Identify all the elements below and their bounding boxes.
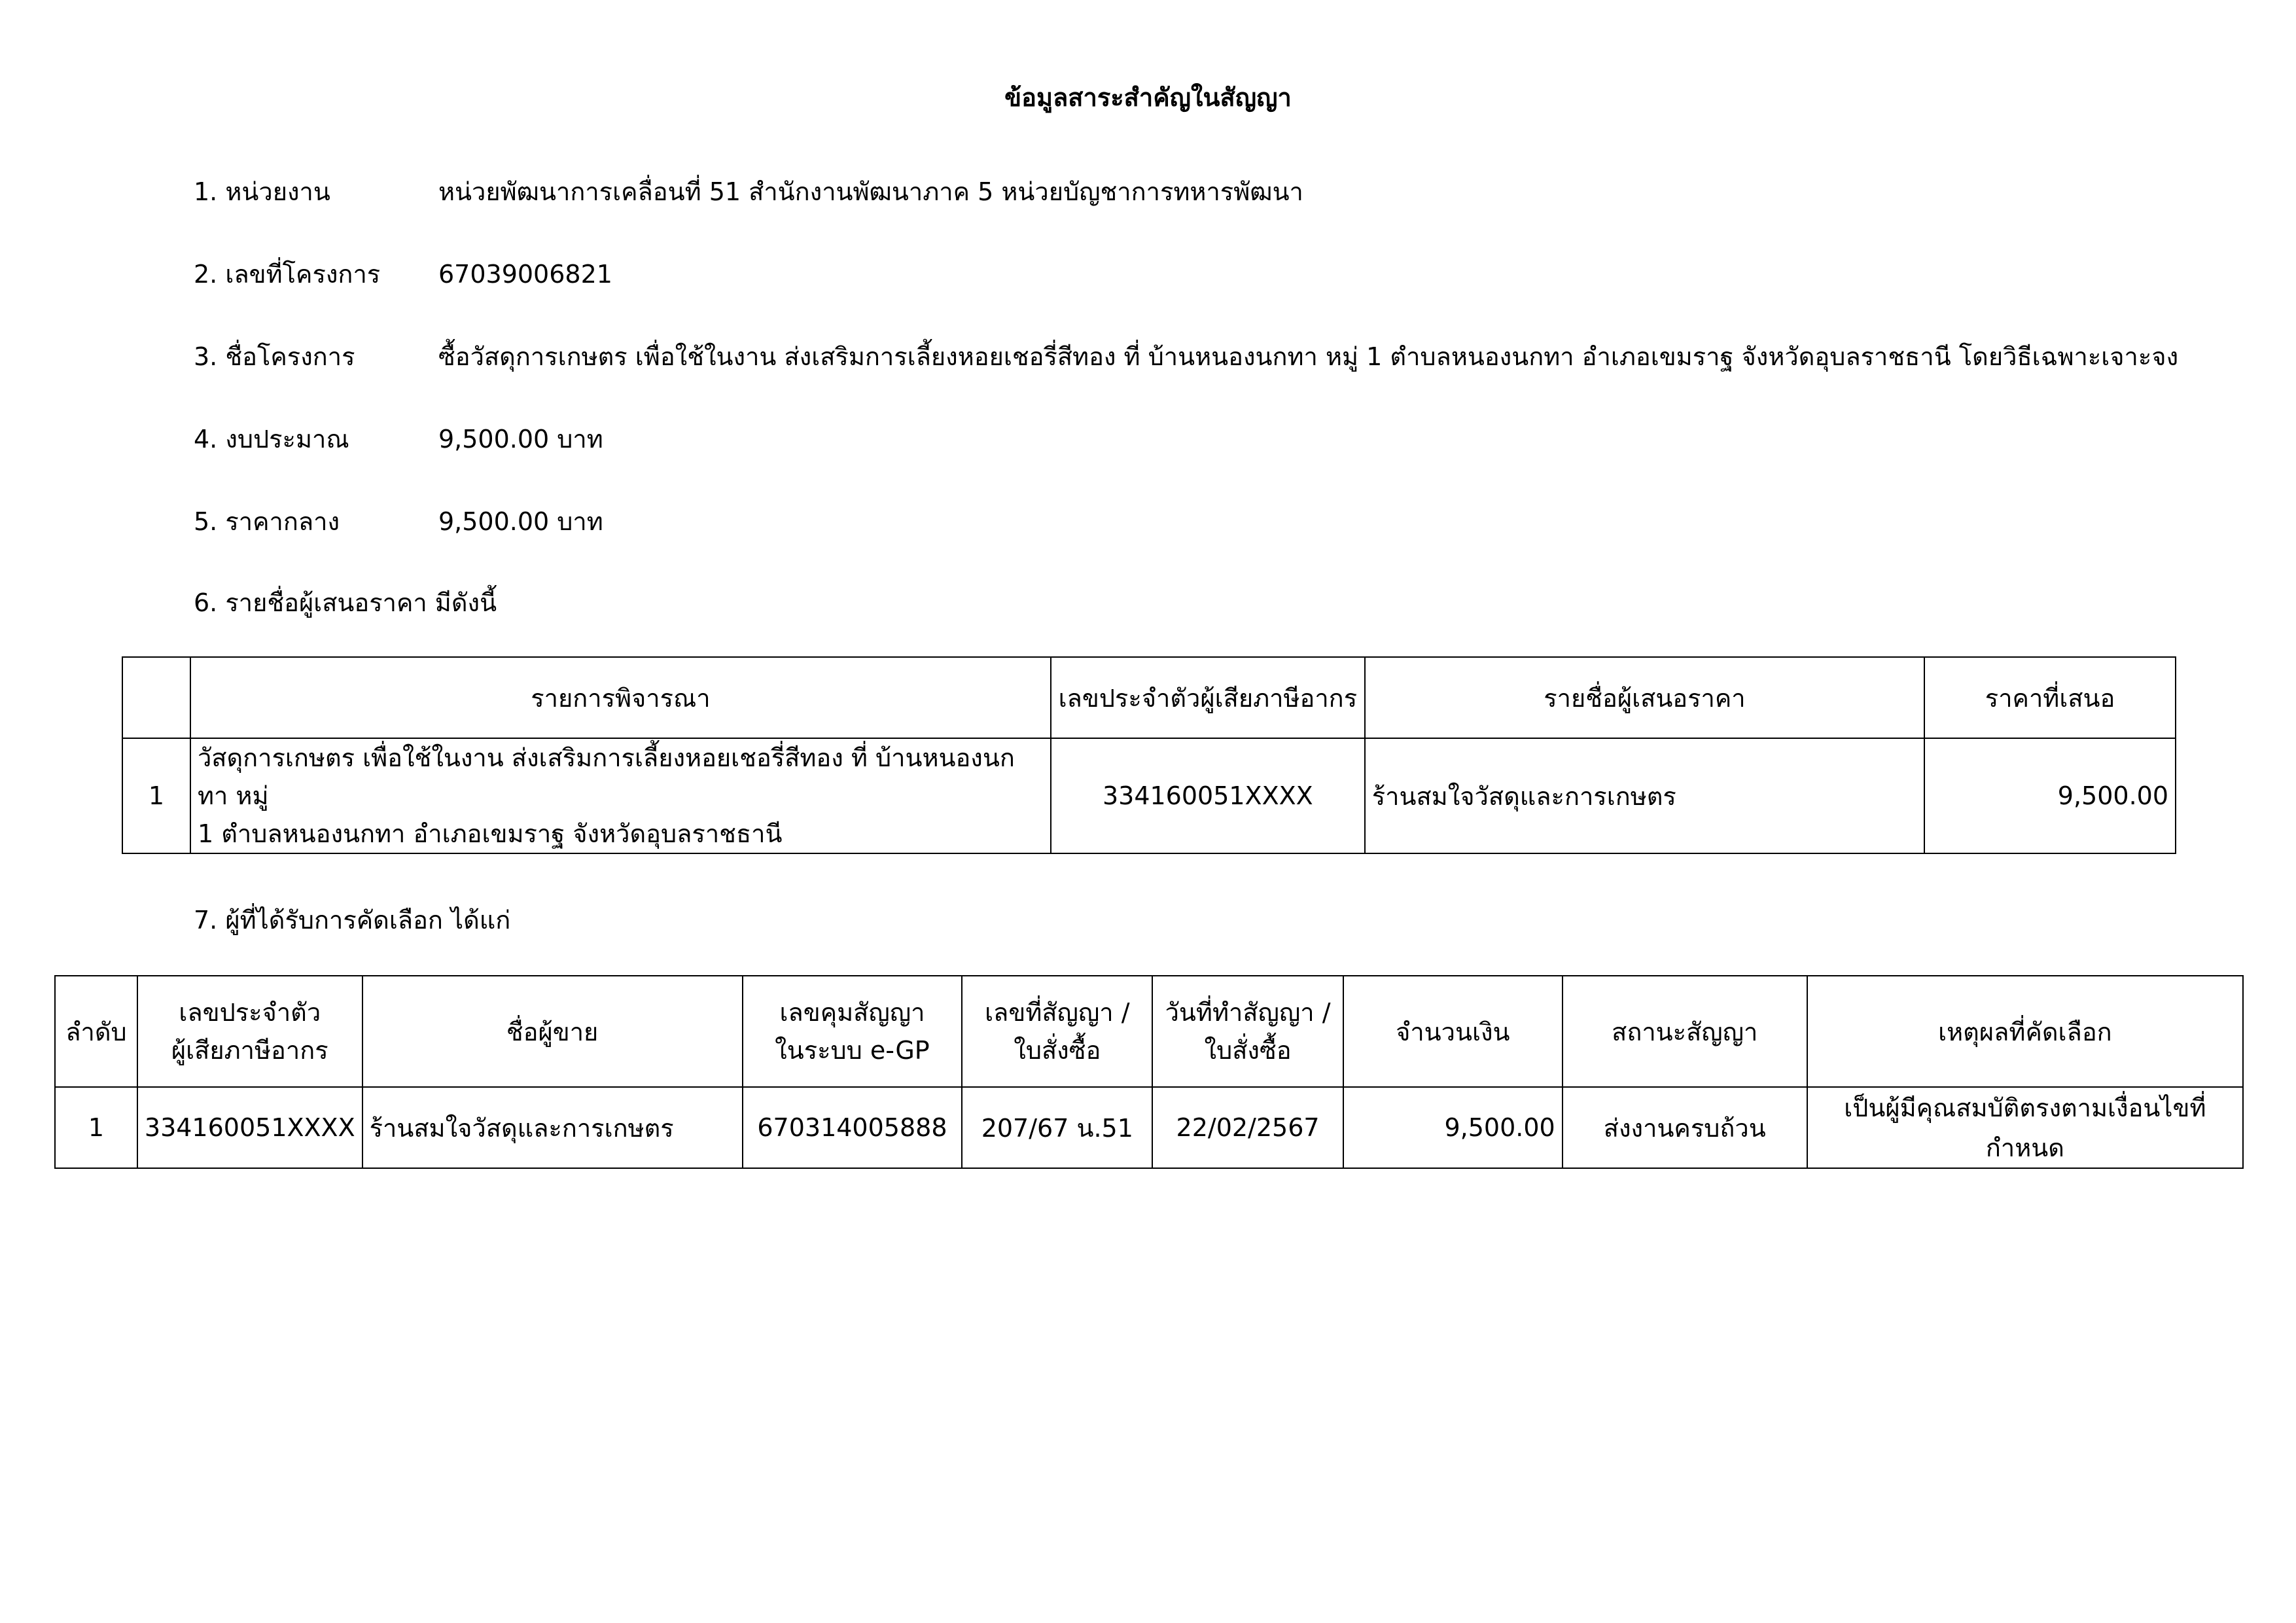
header-cell-status: สถานะสัญญา <box>1563 976 1807 1087</box>
field-value: ซื้อวัสดุการเกษตร เพื่อใช้ในงาน ส่งเสริมการเลี้ยงหอยเชอรี่สีทอง ที่ บ้านหนองนกทา หมู่ 1 ตำบลหนองนกทา อำเภอเขมราฐ จังหวัดอุบลราชธานี โดยวิธีเฉพาะเจาะจง <box>438 342 2179 371</box>
header-line: ใบสั่งซื้อ <box>1014 1036 1101 1065</box>
header-cell-seller: ชื่อผู้ขาย <box>362 976 743 1087</box>
header-cell-reason: เหตุผลที่คัดเลือก <box>1807 976 2243 1087</box>
header-line: ในระบบ e-GP <box>775 1036 930 1065</box>
header-cell-egp <box>743 976 963 1087</box>
header-cell-item: รายการพิจารณา <box>190 657 1051 738</box>
bidders-table <box>122 656 2176 854</box>
bidders-heading: 6. รายชื่อผู้เสนอราคา มีดังนี้ <box>194 588 497 617</box>
page-title: ข้อมูลสาระสำคัญในสัญญา <box>1004 83 1292 112</box>
cell-reason: เป็นผู้มีคุณสมบัติตรงตามเงื่อนไขที่กำหนด <box>1807 1087 2243 1168</box>
header-cell-date <box>1152 976 1343 1087</box>
field-label: 3. ชื่อโครงการ <box>194 342 355 371</box>
header-line: วันที่ทำสัญญา / <box>1165 998 1331 1027</box>
header-line: ผู้เสียภาษีอากร <box>171 1036 328 1065</box>
header-cell-tax-id <box>137 976 362 1087</box>
header-line: ใบสั่งซื้อ <box>1204 1036 1292 1065</box>
field-median-price <box>194 501 603 541</box>
field-value: 9,500.00 บาท <box>438 507 603 536</box>
field-project-number <box>194 254 612 294</box>
cell-amount: 9,500.00 <box>1343 1087 1563 1168</box>
field-label: 1. หน่วยงาน <box>194 177 330 206</box>
cell-status: ส่งงานครบถ้วน <box>1563 1087 1807 1168</box>
field-value: 67039006821 <box>438 260 612 289</box>
cell-price: 9,500.00 <box>1924 738 2176 853</box>
header-line: เลขประจำตัว <box>179 998 321 1027</box>
header-cell-bidder: รายชื่อผู้เสนอราคา <box>1365 657 1924 738</box>
header-cell-amount: จำนวนเงิน <box>1343 976 1563 1087</box>
winners-table <box>54 975 2244 1169</box>
cell-bidder: ร้านสมใจวัสดุและการเกษตร <box>1365 738 1924 853</box>
header-cell-price: ราคาที่เสนอ <box>1924 657 2176 738</box>
cell-item-line-1: วัสดุการเกษตร เพื่อใช้ในงาน ส่งเสริมการเลี้ยงหอยเชอรี่สีทอง ที่ บ้านหนองนกทา หมู่ <box>197 743 1015 810</box>
cell-tax-id: 334160051XXXX <box>1051 738 1365 853</box>
table-header-row <box>55 976 2243 1087</box>
cell-item-line-2: 1 ตำบลหนองนกทา อำเภอเขมราฐ จังหวัดอุบลราชธานี <box>197 819 783 848</box>
cell-item <box>190 738 1051 853</box>
header-cell-tax-id: เลขประจำตัวผู้เสียภาษีอากร <box>1051 657 1365 738</box>
field-value: หน่วยพัฒนาการเคลื่อนที่ 51 สำนักงานพัฒนาภาค 5 หน่วยบัญชาการทหารพัฒนา <box>438 177 1303 206</box>
table-row <box>55 1087 2243 1168</box>
field-budget <box>194 419 603 459</box>
field-project-name <box>194 336 2178 376</box>
header-line: เลขคุมสัญญา <box>779 998 925 1027</box>
field-value: 9,500.00 บาท <box>438 425 603 454</box>
cell-contract: 207/67 น.51 <box>962 1087 1152 1168</box>
header-cell-no <box>122 657 190 738</box>
cell-no: 1 <box>122 738 190 853</box>
header-cell-no: ลำดับ <box>55 976 137 1087</box>
header-cell-contract <box>962 976 1152 1087</box>
cell-no: 1 <box>55 1087 137 1168</box>
table-header-row <box>122 657 2176 738</box>
field-label: 4. งบประมาณ <box>194 425 349 454</box>
cell-tax-id: 334160051XXXX <box>137 1087 362 1168</box>
field-label: 2. เลขที่โครงการ <box>194 260 381 289</box>
cell-seller: ร้านสมใจวัสดุและการเกษตร <box>362 1087 743 1168</box>
winners-heading: 7. ผู้ที่ได้รับการคัดเลือก ได้แก่ <box>194 906 511 935</box>
field-agency <box>194 171 1303 211</box>
header-line: เลขที่สัญญา / <box>985 998 1130 1027</box>
field-label: 5. ราคากลาง <box>194 507 340 536</box>
table-row <box>122 738 2176 853</box>
cell-date: 22/02/2567 <box>1152 1087 1343 1168</box>
cell-egp: 670314005888 <box>743 1087 963 1168</box>
